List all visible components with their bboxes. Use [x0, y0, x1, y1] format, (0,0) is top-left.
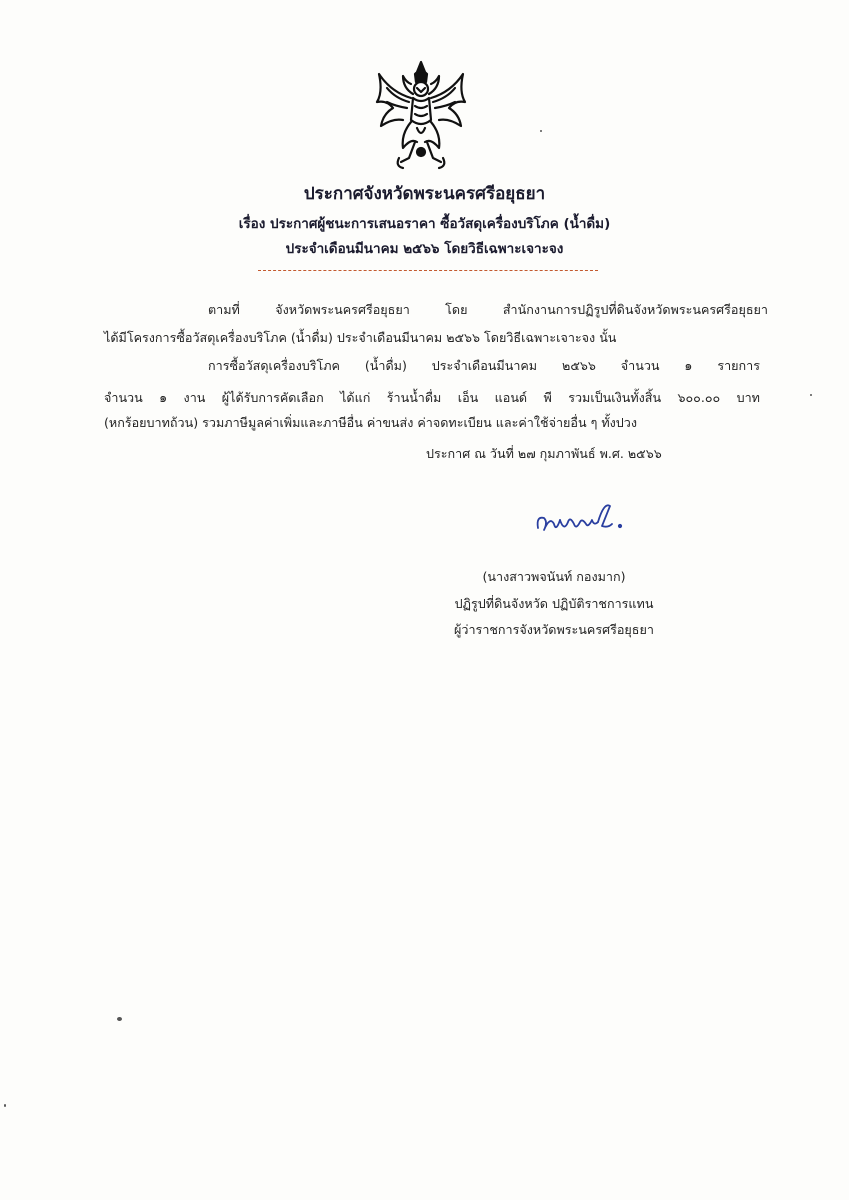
paper-speck — [810, 394, 812, 396]
announcement-period: ประจำเดือนมีนาคม ๒๕๖๖ โดยวิธีเฉพาะเจาะจง — [285, 241, 564, 257]
announcement-title: ประกาศจังหวัดพระนครศรีอยุธยา — [303, 184, 546, 204]
announcement-date: ประกาศ ณ วันที่ ๒๗ กุมภาพันธ์ พ.ศ. ๒๕๖๖ — [426, 446, 662, 461]
garuda-emblem-icon — [373, 58, 469, 172]
paragraph-1-line-2: ได้มีโครงการซื้อวัสดุเครื่องบริโภค (น้ำดื่ม) ประจำเดือนมีนาคม ๒๕๖๖ โดยวิธีเฉพาะเจาะจง นั้น — [104, 330, 617, 345]
signatory-name: (นางสาวพจนันท์ กองมาก) — [482, 569, 626, 584]
paragraph-2-line-3: (หกร้อยบาทถ้วน) รวมภาษีมูลค่าเพิ่มและภาษีอื่น ค่าขนส่ง ค่าจดทะเบียน และค่าใช้จ่ายอื่น ๆ ทั้งปวง — [104, 415, 638, 430]
signatory-position-1: ปฏิรูปที่ดินจังหวัด ปฏิบัติราชการแทน — [454, 596, 654, 611]
paper-speck — [117, 1017, 122, 1021]
signatory-position-2: ผู้ว่าราชการจังหวัดพระนครศรีอยุธยา — [454, 622, 654, 637]
paper-speck — [540, 130, 542, 132]
handwritten-signature — [532, 498, 642, 544]
paragraph-1-line-1: ตามที่ จังหวัดพระนครศรีอยุธยา โดย สำนักงานการปฏิรูปที่ดินจังหวัดพระนครศรีอยุธยา — [208, 302, 768, 317]
title-divider — [258, 270, 598, 271]
paragraph-2-line-1: การซื้อวัสดุเครื่องบริโภค (น้ำดื่ม) ประจำเดือนมีนาคม ๒๕๖๖ จำนวน ๑ รายการ — [208, 358, 760, 373]
paper-speck — [4, 1104, 6, 1107]
paragraph-2-line-2: จำนวน ๑ งาน ผู้ได้รับการคัดเลือก ได้แก่ ร้านน้ำดื่ม เอ็น แอนด์ พี รวมเป็นเงินทั้งสิ้น ๖๐๐.๐๐ บาท — [104, 390, 760, 405]
announcement-subject: เรื่อง ประกาศผู้ชนะการเสนอราคา ซื้อวัสดุเครื่องบริโภค (น้ำดื่ม) — [238, 216, 611, 232]
